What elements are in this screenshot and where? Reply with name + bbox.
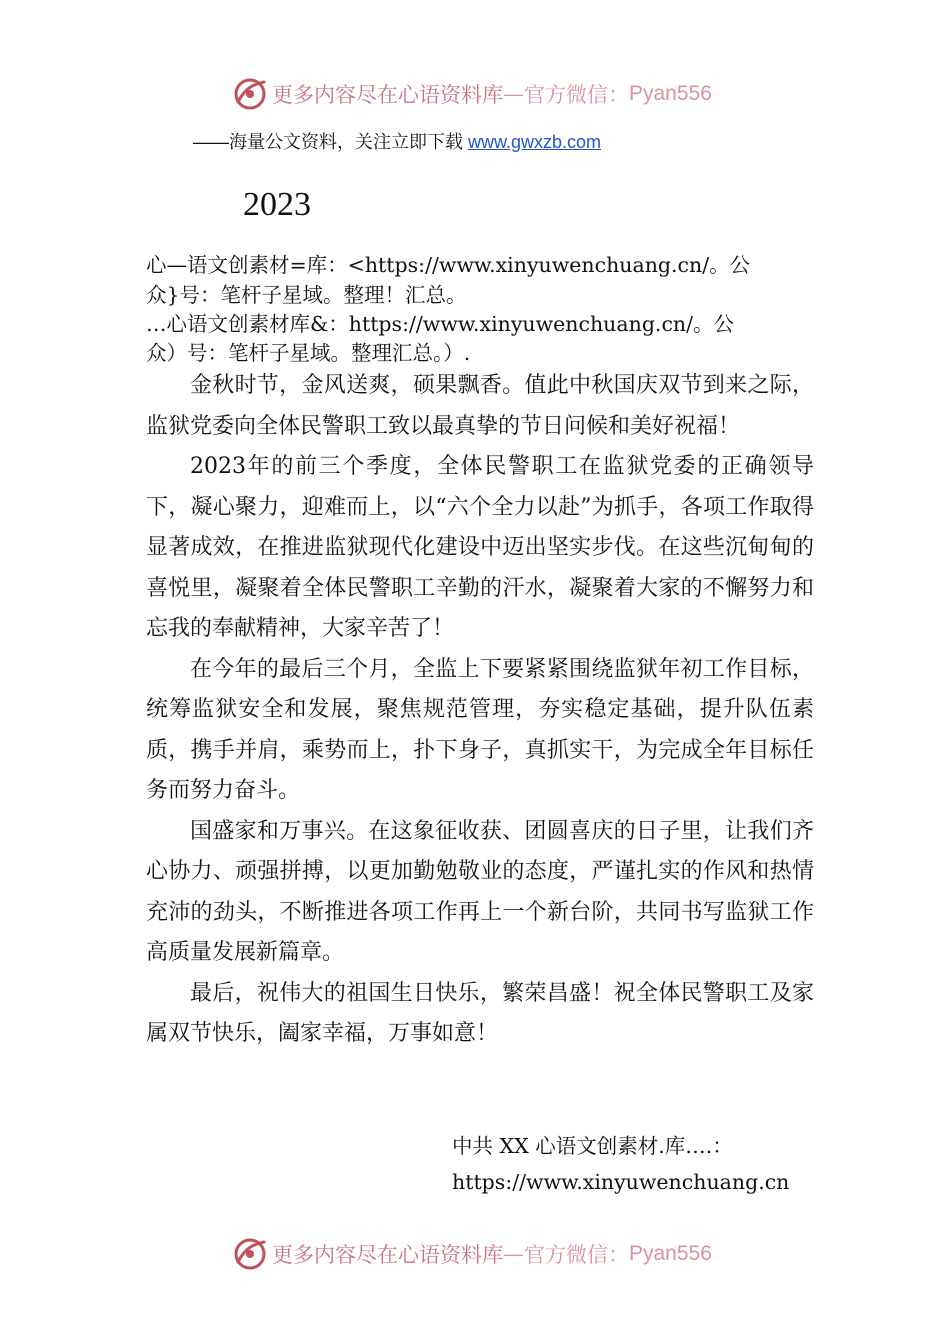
document-body xyxy=(146,366,814,1055)
banner-handle: Pyan556 xyxy=(629,82,712,105)
paragraph-achievements: 2023年的前三个季度，全体民警职工在监狱党委的正确领导下，凝心聚力，迎难而上，以“六个全力以赴”为抓手，各项工作取得显著成效，在推进监狱现代化建设中迈出坚实步伐。在这些沉甸甸的喜悦里，凝聚着全体民警职工辛勤的汗水，凝聚着大家的不懈努力和忘我的奉献精神，大家辛苦了！ xyxy=(146,454,814,641)
paragraph-closing-wishes: 最后，祝伟大的祖国生日快乐，繁荣昌盛！祝全体民警职工及家属双节快乐，阖家幸福，万事如意！ xyxy=(146,980,814,1046)
subline-text: ——海量公文资料，关注立即下载 xyxy=(193,132,468,152)
source-line-2: 众}号：笔杆子星域。整理！汇总。 xyxy=(146,283,467,307)
top-banner xyxy=(232,76,732,112)
banner-main-text: 更多内容尽在心语资料库 xyxy=(272,1243,503,1267)
brand-logo-icon xyxy=(232,76,268,112)
banner-handle: Pyan556 xyxy=(629,1242,712,1265)
banner-main-text: 更多内容尽在心语资料库 xyxy=(272,83,503,107)
page-title: 2023 xyxy=(243,186,311,223)
signature-line-2: https://www.xinyuwenchuang.cn xyxy=(452,1170,790,1194)
source-line-1: 心—语文创素材=库：<https://www.xinyuwenchuang.cn/。公 xyxy=(146,253,751,277)
banner-label: 官方微信： xyxy=(524,83,629,107)
paragraph-greeting: 金秋时节，金风送爽，硕果飘香。值此中秋国庆双节到来之际，监狱党委向全体民警职工致以最真挚的节日问候和美好祝福！ xyxy=(146,373,814,439)
bottom-banner xyxy=(232,1236,732,1272)
banner-dash: — xyxy=(503,1242,524,1266)
download-link[interactable]: www.gwxzb.com xyxy=(468,132,602,152)
signature-line-1: 中共 XX 心语文创素材.库….： xyxy=(452,1134,733,1158)
source-line-4: 众）号：笔杆子星域。整理汇总。）. xyxy=(146,341,471,365)
paragraph-call-to-action: 国盛家和万事兴。在这象征收获、团圆喜庆的日子里，让我们齐心协力、顽强拼搏，以更加勤勉敬业的态度，严谨扎实的作风和热情充沛的劲头，不断推进各项工作再上一个新台阶，共同书写监狱工作高质量发展新篇章。 xyxy=(146,818,814,965)
subline xyxy=(193,128,601,154)
banner-dash: — xyxy=(503,82,524,106)
source-line-3: …心语文创素材库&：https://www.xinyuwenchuang.cn/。公 xyxy=(146,312,735,336)
paragraph-goals: 在今年的最后三个月，全监上下要紧紧围绕监狱年初工作目标，统筹监狱安全和发展，聚焦规范管理，夯实稳定基础，提升队伍素质，携手并肩，乘势而上，扑下身子，真抓实干，为完成全年目标任务而努力奋斗。 xyxy=(146,656,814,803)
signature xyxy=(452,1128,789,1200)
banner-label: 官方微信： xyxy=(524,1243,629,1267)
brand-logo-icon xyxy=(232,1236,268,1272)
